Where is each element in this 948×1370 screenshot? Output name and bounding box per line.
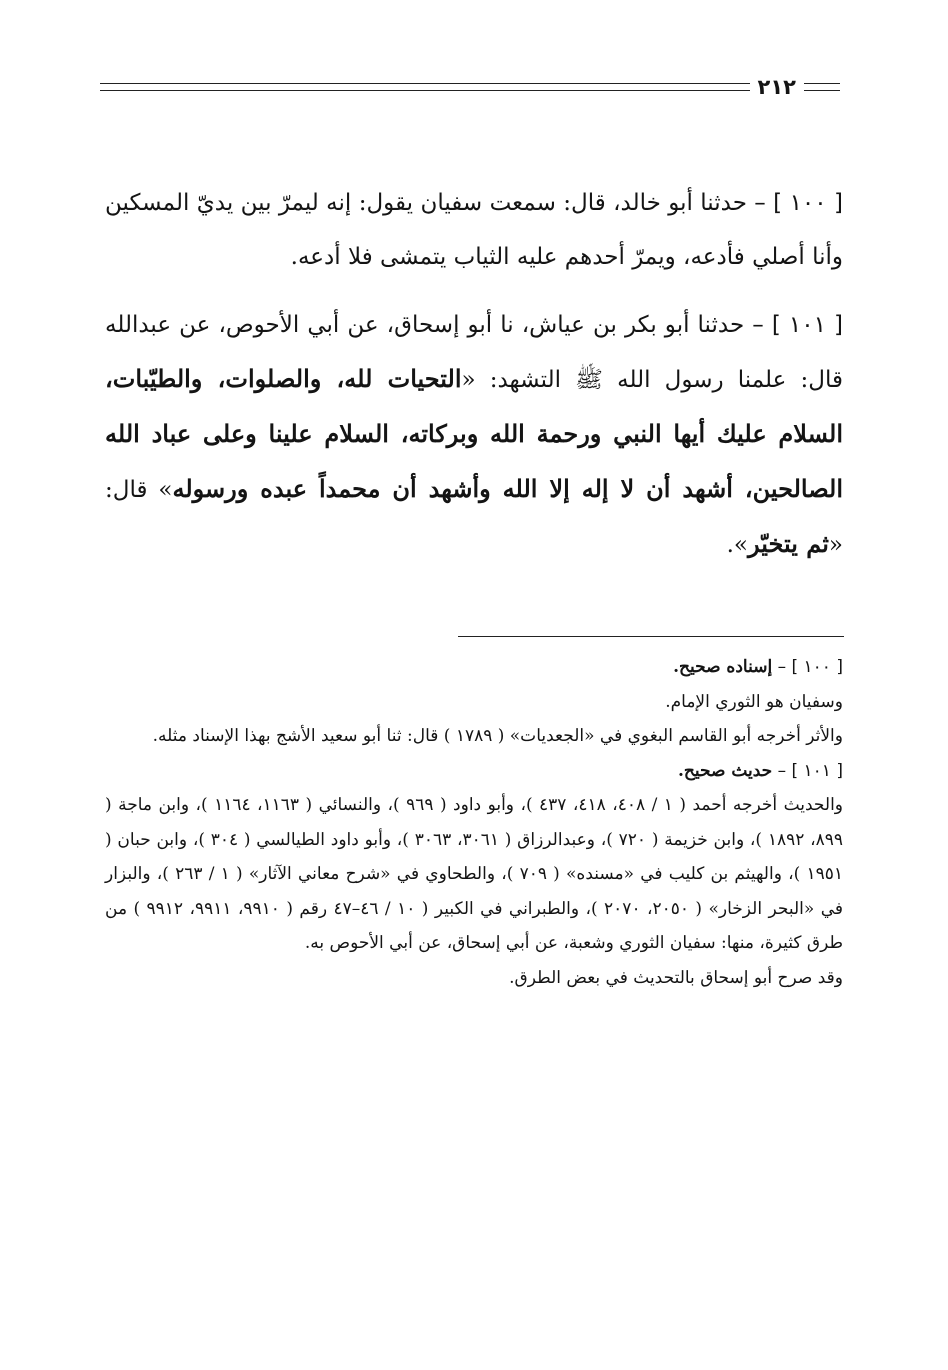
narration-101-final: ثم يتخيّر [748, 529, 829, 558]
footnote-101-grade: حديث صحيح. [677, 760, 773, 781]
narration-101-label: [ ١٠١ ] – [752, 312, 843, 338]
footnote-101-label: [ ١٠١ ] – [777, 760, 843, 781]
footnote-100-grade: إسناده صحيح. [673, 657, 773, 677]
narration-101-intro: حدثنا أبو بكر بن عياش، نا أبو إسحاق، عن أبي الأحوص، عن عبدالله قال: علمنا رسول الله ﷺ التشهد: « [105, 312, 843, 393]
page-number: ٢١٢ [757, 75, 796, 99]
header-rule-long [100, 83, 750, 91]
narration-101-middle: » قال: « [105, 477, 843, 558]
narration-100 [105, 176, 843, 284]
narration-101 [105, 298, 843, 572]
footnotes [105, 650, 843, 995]
footnote-separator [458, 636, 844, 637]
footnote-101-line: وقد صرح أبو إسحاق بالتحديث في بعض الطرق. [509, 967, 843, 988]
main-text [105, 176, 843, 586]
footnote-100-line: وسفيان هو الثوري الإمام. [665, 691, 843, 712]
narration-101-end: ». [726, 532, 749, 558]
narration-100-label: [ ١٠٠ ] – [754, 190, 843, 216]
tashahhud-text: التحيات لله، والصلوات، والطيّبات، السلام عليك أيها النبي ورحمة الله وبركاته، السلام علينا وعلى عباد الله الصالحين، أشهد أن لا إله إلا الله وأشهد أن محمداً عبده ورسوله [105, 364, 843, 503]
narration-100-text: حدثنا أبو خالد، قال: سمعت سفيان يقول: إنه ليمرّ بين يديّ المسكين وأنا أصلي فأدعه، ويمرّ أحدهم عليه الثياب يتمشى فلا أدعه. [105, 190, 843, 270]
footnote-100-label: [ ١٠٠ ] – [777, 657, 843, 677]
header-rule-short [804, 83, 840, 91]
running-header [100, 74, 840, 100]
footnote-101-heading [105, 754, 843, 789]
footnote-101-line: والحديث أخرجه أحمد ( ١ / ٤٠٨، ٤١٨، ٤٣٧ )، وأبو داود ( ٩٦٩ )، والنسائي ( ١١٦٣، ١١٦٤ )، وابن ماجة ( ٨٩٩، ١٨٩٢ )، وابن خزيمة ( ٧٢٠ )، وعبدالرزاق ( ٣٠٦١، ٣٠٦٣ )، وأبو داود الطيالسي ( ٣٠٤ )، وابن حبان ( ١٩٥١ )، والهيثم بن كليب في «مسنده» ( ٧٠٩ )، والطحاوي في «شرح معاني الآثار» ( ١ / ٢٦٣ )، والبزار في «البحر الزخار» ( ٢٠٥٠، ٢٠٧٠ )، والطبراني في الكبير ( ١٠ / ٤٦–٤٧ رقم ( ٩٩١٠، ٩٩١١، ٩٩١٢ ) من طرق كثيرة، منها: سفيان الثوري وشعبة، عن أبي إسحاق، عن أبي الأحوص به. [105, 795, 844, 953]
footnote-100-heading [105, 650, 843, 685]
footnote-100-line: والأثر أخرجه أبو القاسم البغوي في «الجعديات» ( ١٧٨٩ ) قال: ثنا أبو سعيد الأشج بهذا الإسناد مثله. [152, 726, 843, 746]
